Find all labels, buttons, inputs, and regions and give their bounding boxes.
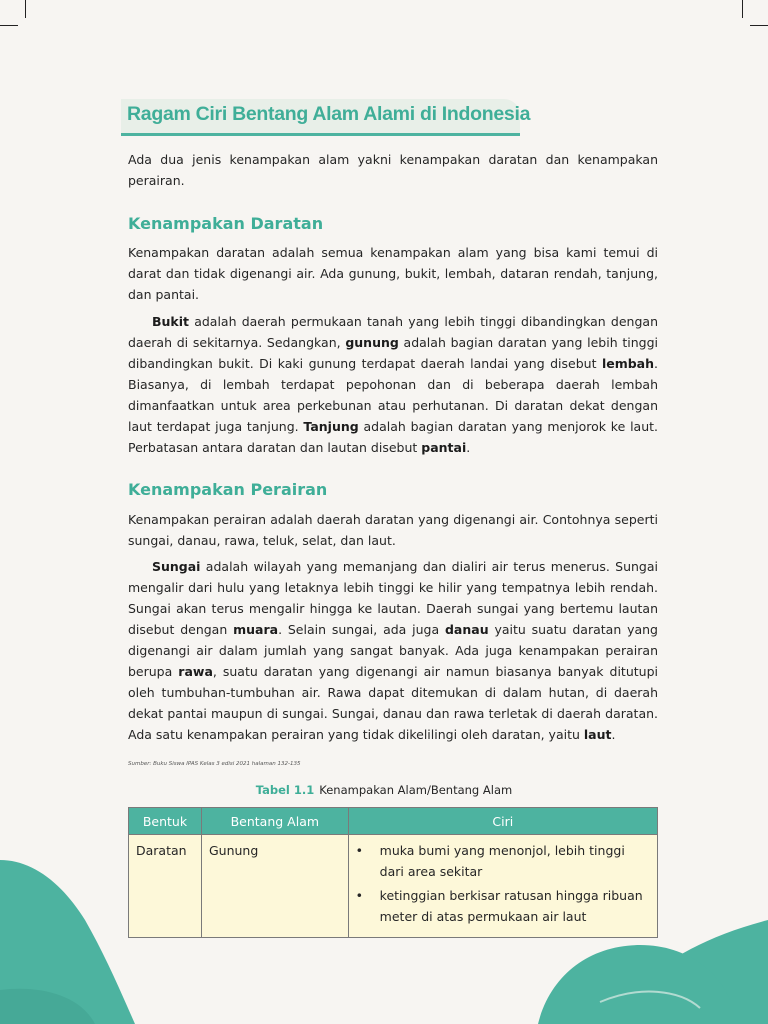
heading-perairan: Kenampakan Perairan: [128, 480, 328, 499]
table-caption-text: Kenampakan Alam/Bentang Alam: [319, 783, 513, 797]
bold-term: rawa: [178, 664, 213, 679]
bold-term: Bukit: [152, 314, 189, 329]
header-ciri: Ciri: [348, 808, 657, 835]
cell-bentang-alam: Gunung: [201, 835, 348, 938]
header-bentuk: Bentuk: [129, 808, 202, 835]
daratan-paragraph-2: Bukit adalah daerah permukaan tanah yang lebih tinggi dibandingkan dengan daerah di sekitarnya. Sedangkan, gunung adalah bagian daratan yang lebih tinggi dibandingkan bukit. Di kaki gunung terdapat daerah landai yang disebut lembah. Biasanya, di lembah terdapat pepohonan dan di beberapa daerah lembah dimanfaatkan untuk area perkebunan atau perhutanan. Di daratan dekat dengan laut terdapat juga tanjung. Tanjung adalah bagian daratan yang menjorok ke laut. Perbatasan antara daratan dan lautan disebut pantai.: [128, 314, 658, 455]
bold-term: danau: [444, 622, 489, 637]
bold-term: pantai: [421, 440, 467, 455]
bold-term: muara: [233, 622, 279, 637]
ciri-item: • muka bumi yang menonjol, lebih tinggi dari area sekitar: [356, 841, 650, 882]
bold-term: Sungai: [152, 559, 201, 574]
bold-term: gunung: [345, 335, 399, 350]
source-note: Sumber: Buku Siswa IPAS Kelas 3 edisi 2021 halaman 132-135: [128, 761, 301, 767]
table-caption-number: Tabel 1.1: [255, 783, 315, 797]
ciri-item: • ketinggian berkisar ratusan hingga ribuan meter di atas permukaan air laut: [356, 886, 650, 927]
bold-term: Tanjung: [303, 419, 359, 434]
cell-bentuk: Daratan: [129, 835, 202, 938]
perairan-paragraph-2: Sungai adalah wilayah yang memanjang dan dialiri air terus menerus. Sungai mengalir dari hulu yang letaknya lebih tinggi ke hilir yang tempatnya lebih rendah. Sungai akan terus mengalir hingga ke lautan. Daerah sungai yang bertemu lautan disebut dengan muara. Selain sungai, ada juga danau yaitu suatu daratan yang digenangi air dalam jumlah yang sangat banyak. Ada juga kenampakan perairan berupa rawa, suatu daratan yang digenangi air namun biasanya banyak ditutupi oleh tumbuhan-tumbuhan air. Rawa dapat ditemukan di dalam hutan, di daerah dekat pantai maupun di sungai. Sungai, danau dan rawa terletak di daerah daratan. Ada satu kenampakan perairan yang tidak dikelilingi oleh daratan, yaitu laut.: [128, 559, 658, 742]
perairan-paragraph-1: Kenampakan perairan adalah daerah daratan yang digenangi air. Contohnya seperti sungai, danau, rawa, teluk, selat, dan laut.: [128, 512, 658, 548]
bold-term: lembah: [601, 356, 655, 371]
intro-paragraph: Ada dua jenis kenampakan alam yakni kenampakan daratan dan kenampakan perairan.: [128, 152, 658, 188]
header-bentang-alam: Bentang Alam: [201, 808, 348, 835]
bold-term: laut: [583, 727, 612, 742]
heading-daratan: Kenampakan Daratan: [128, 214, 324, 233]
page-title: Ragam Ciri Bentang Alam Alami di Indonesia: [127, 103, 531, 125]
daratan-paragraph-1: Kenampakan daratan adalah semua kenampakan alam yang bisa kami temui di darat dan tidak digenangi air. Ada gunung, bukit, lembah, dataran rendah, tanjung, dan pantai.: [128, 245, 658, 302]
